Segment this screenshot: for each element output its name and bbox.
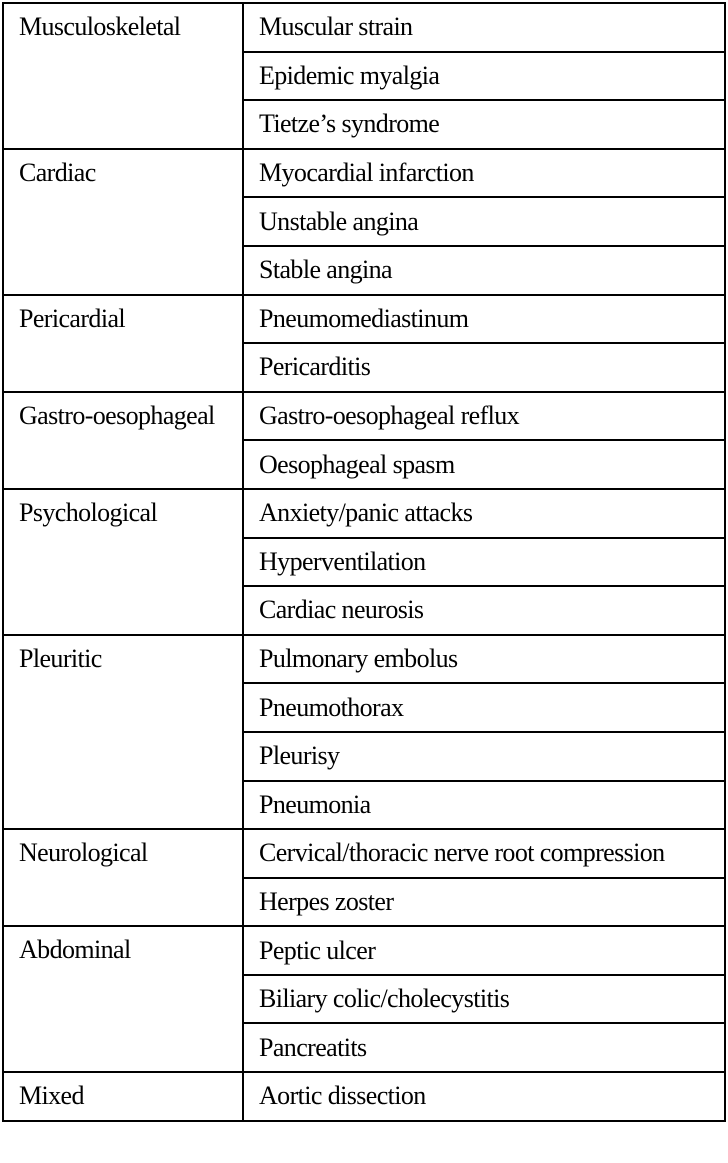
category-cell: Mixed	[3, 1072, 243, 1121]
cause-cell: Pulmonary embolus	[243, 635, 725, 684]
cause-cell: Aortic dissection	[243, 1072, 725, 1121]
category-cell: Musculoskeletal	[3, 3, 243, 149]
cause-cell: Pneumomediastinum	[243, 295, 725, 344]
cause-cell: Oesophageal spasm	[243, 440, 725, 489]
table-row	[3, 3, 725, 52]
category-cell: Neurological	[3, 829, 243, 926]
cause-cell: Pneumothorax	[243, 683, 725, 732]
table-row	[3, 829, 725, 878]
cause-cell: Peptic ulcer	[243, 926, 725, 975]
cause-cell: Pneumonia	[243, 781, 725, 830]
table-row	[3, 635, 725, 684]
table-row	[3, 1072, 725, 1121]
table-row	[3, 392, 725, 441]
cause-cell: Muscular strain	[243, 3, 725, 52]
category-cell: Pleuritic	[3, 635, 243, 829]
cause-cell: Stable angina	[243, 246, 725, 295]
cause-cell: Myocardial infarction	[243, 149, 725, 198]
chest-pain-causes-table	[2, 2, 726, 1122]
table-row	[3, 149, 725, 198]
table-body	[3, 3, 725, 1121]
category-cell: Gastro-oesophageal	[3, 392, 243, 489]
category-cell: Cardiac	[3, 149, 243, 295]
cause-cell: Cervical/thoracic nerve root compression	[243, 829, 725, 878]
cause-cell: Biliary colic/cholecystitis	[243, 975, 725, 1024]
cause-cell: Unstable angina	[243, 197, 725, 246]
cause-cell: Pleurisy	[243, 732, 725, 781]
table-row	[3, 489, 725, 538]
category-cell: Pericardial	[3, 295, 243, 392]
cause-cell: Gastro-oesophageal reflux	[243, 392, 725, 441]
cause-cell: Pericarditis	[243, 343, 725, 392]
table-row	[3, 295, 725, 344]
cause-cell: Tietze’s syndrome	[243, 100, 725, 149]
cause-cell: Pancreatits	[243, 1023, 725, 1072]
category-cell: Abdominal	[3, 926, 243, 1072]
cause-cell: Cardiac neurosis	[243, 586, 725, 635]
cause-cell: Epidemic myalgia	[243, 52, 725, 101]
table-row	[3, 926, 725, 975]
category-cell: Psychological	[3, 489, 243, 635]
cause-cell: Herpes zoster	[243, 878, 725, 927]
cause-cell: Hyperventilation	[243, 538, 725, 587]
cause-cell: Anxiety/panic attacks	[243, 489, 725, 538]
